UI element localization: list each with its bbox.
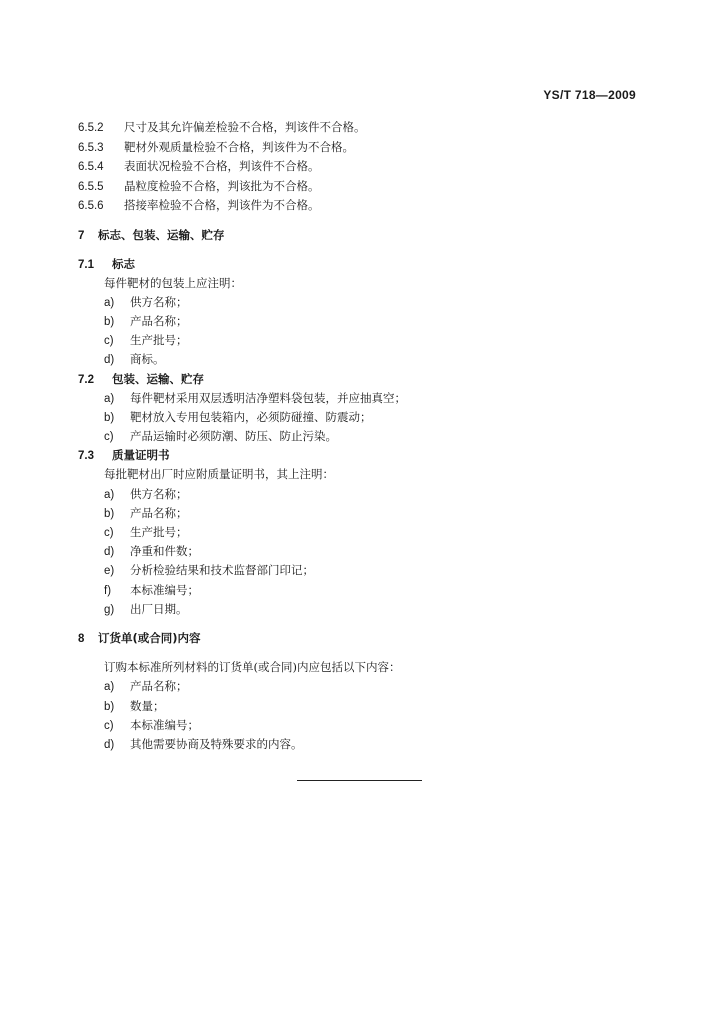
item-label: a) xyxy=(104,297,115,309)
item-text: 产品运输时必须防潮、防压、防止污染。 xyxy=(130,429,337,443)
section-7-heading xyxy=(78,227,225,244)
item-label: a) xyxy=(104,489,115,501)
clause-text: 表面状况检验不合格，判该件不合格。 xyxy=(124,159,320,173)
clause-6-5-6 xyxy=(78,197,320,214)
section-number: 7 xyxy=(78,230,85,242)
item-label: b) xyxy=(104,701,115,713)
list-item xyxy=(104,698,165,715)
section-7-1-heading xyxy=(78,256,135,273)
item-label: b) xyxy=(104,412,115,424)
item-label: a) xyxy=(104,681,115,693)
item-label: b) xyxy=(104,508,115,520)
item-text: 商标。 xyxy=(130,352,165,366)
item-label: d) xyxy=(104,739,115,751)
item-text: 供方名称； xyxy=(130,487,188,501)
section-7-3-intro: 每批靶材出厂时应附质量证明书，其上注明： xyxy=(104,467,334,481)
clause-number: 6.5.4 xyxy=(78,161,104,173)
item-text: 本标准编号； xyxy=(130,718,199,732)
item-text: 本标准编号； xyxy=(130,583,199,597)
item-label: c) xyxy=(104,527,114,539)
clause-6-5-4 xyxy=(78,158,320,175)
item-text: 供方名称； xyxy=(130,295,188,309)
list-item xyxy=(104,543,199,560)
item-text: 分析检验结果和技术监督部门印记； xyxy=(130,563,314,577)
clause-text: 晶粒度检验不合格，判该批为不合格。 xyxy=(124,179,320,193)
list-item xyxy=(104,736,303,753)
item-text: 净重和件数； xyxy=(130,544,199,558)
list-item xyxy=(104,351,165,368)
item-label: c) xyxy=(104,720,114,732)
section-7-1-intro: 每件靶材的包装上应注明： xyxy=(104,276,242,290)
item-text: 产品名称； xyxy=(130,314,188,328)
item-text: 生产批号； xyxy=(130,525,188,539)
item-text: 生产批号； xyxy=(130,333,188,347)
clause-number: 6.5.6 xyxy=(78,200,104,212)
item-label: a) xyxy=(104,393,115,405)
section-8-heading xyxy=(78,630,201,647)
end-rule-divider xyxy=(297,780,422,781)
list-item xyxy=(104,313,188,330)
item-text: 每件靶材采用双层透明洁净塑料袋包装，并应抽真空； xyxy=(130,391,406,405)
item-label: c) xyxy=(104,431,114,443)
list-item xyxy=(104,390,406,407)
section-title: 标志、包装、运输、贮存 xyxy=(98,228,225,242)
clause-number: 6.5.2 xyxy=(78,122,104,134)
clause-number: 6.5.5 xyxy=(78,181,104,193)
list-item xyxy=(104,678,188,695)
section-number: 7.2 xyxy=(78,374,94,386)
section-7-2-heading xyxy=(78,371,204,388)
clause-6-5-2 xyxy=(78,119,366,136)
item-text: 出厂日期。 xyxy=(130,602,188,616)
list-item xyxy=(104,717,199,734)
section-title: 订货单(或合同)内容 xyxy=(98,631,201,645)
section-number: 7.1 xyxy=(78,259,94,271)
item-label: b) xyxy=(104,316,115,328)
item-text: 产品名称； xyxy=(130,679,188,693)
item-label: f) xyxy=(104,585,112,597)
item-text: 数量； xyxy=(130,699,165,713)
list-item xyxy=(104,601,188,618)
section-title: 标志 xyxy=(112,257,135,271)
list-item xyxy=(104,582,199,599)
clause-6-5-3 xyxy=(78,139,354,156)
item-label: d) xyxy=(104,546,115,558)
item-label: d) xyxy=(104,354,115,366)
section-7-3-heading xyxy=(78,447,170,464)
list-item xyxy=(104,428,337,445)
list-item xyxy=(104,294,188,311)
section-number: 7.3 xyxy=(78,450,94,462)
item-text: 靶材放入专用包装箱内，必须防碰撞、防震动； xyxy=(130,410,372,424)
clause-text: 靶材外观质量检验不合格，判该件为不合格。 xyxy=(124,140,354,154)
list-item xyxy=(104,332,188,349)
clause-text: 尺寸及其允许偏差检验不合格，判该件不合格。 xyxy=(124,120,366,134)
section-8-intro: 订购本标准所列材料的订货单(或合同)内应包括以下内容： xyxy=(104,660,401,674)
list-item xyxy=(104,562,314,579)
item-text: 其他需要协商及特殊要求的内容。 xyxy=(130,737,303,751)
item-label: c) xyxy=(104,335,114,347)
clause-number: 6.5.3 xyxy=(78,142,104,154)
section-number: 8 xyxy=(78,633,85,645)
section-title: 质量证明书 xyxy=(112,448,170,462)
standard-code: YS/T 718—2009 xyxy=(543,88,636,102)
clause-text: 搭接率检验不合格，判该件为不合格。 xyxy=(124,198,320,212)
list-item xyxy=(104,524,188,541)
clause-6-5-5 xyxy=(78,178,320,195)
list-item xyxy=(104,409,372,426)
item-text: 产品名称； xyxy=(130,506,188,520)
item-label: e) xyxy=(104,565,115,577)
section-title: 包装、运输、贮存 xyxy=(112,372,204,386)
list-item xyxy=(104,505,188,522)
item-label: g) xyxy=(104,604,115,616)
list-item xyxy=(104,486,188,503)
